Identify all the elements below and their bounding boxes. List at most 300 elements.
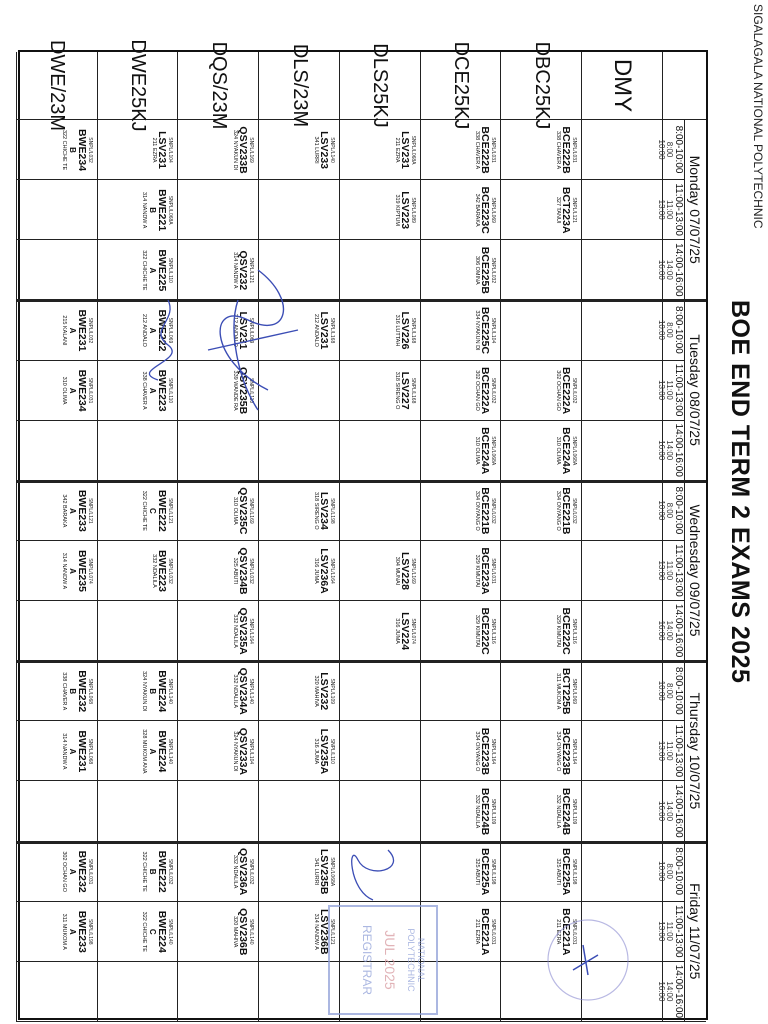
time-slot-header [657, 481, 684, 541]
time-slot-start: 11:00 [665, 380, 674, 400]
timetable-cell [581, 601, 662, 661]
time-slot-header [657, 361, 684, 421]
timetable-cell [420, 661, 501, 721]
exam-invigilator: 334 ONYANG O [474, 731, 481, 772]
exam-room: SNPL/L140 [167, 678, 174, 705]
exam-unit-code: BWE223 [156, 549, 169, 592]
time-slot-label: 8:00-10:00 [673, 125, 684, 174]
exam-room: SNPL/L164 [248, 618, 255, 644]
exam-invigilator: 334 ONYANG O [555, 731, 562, 772]
exam-unit-code: BCE224A [560, 427, 573, 475]
time-slot-start: 11:00 [665, 560, 674, 581]
time-slot-header [657, 721, 684, 781]
exam-unit-code: BCE223B [479, 727, 492, 776]
exam-invigilator: 325 ABUTI [555, 858, 562, 885]
exam-room: SNPL/L069 [167, 317, 174, 344]
exam-entry [232, 242, 254, 298]
time-slot-end: 16:00 [657, 259, 666, 280]
exam-room: SNPL/L140 [167, 918, 174, 945]
exam-unit-code: BCE225B [479, 246, 492, 294]
exam-unit-code: BCE222B [479, 126, 492, 174]
day-header: Tuesday 08/07/25 [684, 300, 706, 480]
timetable-cell [581, 421, 662, 481]
exam-group: B [148, 868, 158, 875]
day-separator [16, 661, 706, 663]
exam-invigilator: 332 NDALILA [232, 614, 239, 648]
exam-invigilator: 334 ONYANG O [555, 490, 562, 531]
exam-unit-code: BWE234 [75, 369, 88, 412]
timetable-cell [501, 300, 582, 360]
exam-entry [142, 242, 174, 298]
exam-entry [475, 302, 497, 358]
exam-timetable-grid [18, 39, 708, 1020]
stamp-line-1: NATIONAL POLYTECHNIC [406, 928, 426, 992]
time-slot-start: 11:00 [665, 199, 674, 220]
exam-entry [555, 844, 577, 900]
exam-invigilator: 322 CHICHE TE [141, 911, 148, 952]
exam-invigilator: 310 OLIMA [474, 436, 481, 465]
time-slot-end: 10:00 [657, 680, 666, 701]
time-slot-end: 16:00 [657, 440, 666, 461]
exam-unit-code: QSV234A [237, 667, 250, 715]
timetable-cell [97, 781, 178, 841]
time-slot-header [657, 120, 684, 180]
time-slot-label: 14:00-16:00 [673, 243, 684, 297]
exam-unit-code: BWE232 [75, 670, 88, 713]
exam-room: SNPL/L032 [571, 377, 578, 404]
exam-entry [475, 363, 497, 419]
timetable-cell [178, 421, 259, 481]
timetable-cell [339, 421, 420, 481]
exam-unit-code: BWE231 [75, 309, 88, 352]
class-row-label: DWE25KJ [97, 52, 178, 120]
class-row-label: DMY [581, 52, 662, 120]
exam-unit-code: BWE233 [75, 910, 88, 953]
exam-room: SNPL/L031 [490, 918, 497, 945]
exam-entry [394, 122, 416, 178]
exam-entry [142, 302, 174, 358]
exam-room: SNPL/L069 [490, 197, 497, 223]
exam-unit-code: BCE225A [479, 848, 492, 896]
exam-entry [475, 723, 497, 779]
time-slot-label: 14:00-16:00 [673, 784, 684, 838]
time-slot-start: 8:00 [665, 141, 674, 158]
exam-room: SNPL/L121 [167, 498, 174, 524]
exam-unit-code: BCE223B [560, 727, 573, 776]
time-slot-end: 10:00 [657, 500, 666, 521]
exam-room: SNPL/L068A [571, 436, 578, 466]
exam-room: SNPL/L164 [329, 558, 335, 584]
exam-entry [61, 844, 93, 900]
exam-entry [61, 363, 93, 419]
time-slot-start: 11:00 [665, 921, 674, 941]
time-slot-end: 13:00 [657, 921, 666, 942]
exam-unit-code: BCE222B [560, 126, 573, 174]
time-slot-header [657, 842, 684, 902]
exam-unit-code: QSV235B [237, 366, 250, 415]
exam-unit-code: LSV226 [398, 311, 411, 350]
exam-room: SNPL/L110 [167, 377, 174, 404]
exam-invigilator: 306 OMINA [474, 255, 481, 285]
time-slot-start: 14:00 [665, 440, 674, 461]
exam-room: SNPL/L032 [490, 498, 497, 524]
exam-room: SNPL/L198 [329, 498, 335, 524]
exam-invigilator: 212 ANDALO [141, 313, 148, 347]
exam-invigilator: 322 CHICHE TE [141, 490, 148, 531]
exam-entry [555, 663, 577, 719]
exam-unit-code: QSV232 [237, 250, 250, 291]
exam-entry [142, 663, 174, 719]
exam-room: SNPL/L032 [167, 858, 174, 885]
exam-entry [555, 483, 577, 539]
exam-invigilator: 316 JUMA [313, 558, 319, 584]
exam-unit-code: BCE221A [479, 908, 492, 956]
exam-room: SNPL/L110 [167, 257, 174, 283]
exam-room: SNPL/L069 [571, 678, 578, 705]
timetable-cell [258, 781, 339, 841]
exam-invigilator: 342 BARAKA [60, 494, 67, 528]
exam-invigilator: 314 NANDW A [60, 552, 67, 590]
exam-entry [232, 904, 254, 960]
exam-invigilator: 302 OCHAN GO [555, 370, 562, 411]
exam-invigilator: 314 NANDW A [141, 192, 148, 229]
exam-unit-code: BCE224B [560, 787, 573, 836]
time-slot-start: 14:00 [665, 801, 674, 822]
exam-room: SNPL/L116 [571, 618, 578, 644]
exam-entry [232, 603, 254, 659]
exam-entry [313, 302, 335, 358]
timetable-cell [16, 180, 97, 240]
exam-entry [313, 663, 335, 719]
time-slot-end: 16:00 [657, 801, 666, 822]
exam-entry [313, 122, 335, 178]
exam-invigilator: 329 KIMUTAI [474, 614, 481, 648]
timetable-cell [339, 661, 420, 721]
exam-entry [232, 663, 254, 719]
timetable-cell [16, 962, 97, 1022]
time-slot-label: 11:00-13:00 [673, 544, 684, 597]
exam-unit-code: QSV235A [237, 607, 250, 655]
exam-invigilator: 338 CHAVER A [555, 131, 562, 170]
exam-unit-code: BCT225B [560, 667, 573, 715]
exam-unit-code: LSV231 [318, 311, 330, 350]
exam-entry [475, 483, 497, 539]
timetable-cell [581, 842, 662, 902]
exam-room: SNPL/L110 [329, 738, 335, 764]
exam-invigilator: 318 SIRENG O [393, 371, 400, 410]
time-slot-header [657, 661, 684, 721]
exam-unit-code: BWE232 [75, 850, 88, 893]
exam-unit-code: BWE231 [75, 730, 88, 773]
exam-room: SNPL/L032 [248, 558, 255, 584]
exam-group: A [67, 568, 77, 574]
exam-unit-code: BWE224 [156, 730, 169, 773]
exam-entry [313, 904, 335, 960]
exam-room: SNPL/L068A [167, 195, 174, 225]
timetable-cell [16, 601, 97, 661]
day-separator [16, 300, 706, 302]
time-slot-header [657, 902, 684, 962]
time-slot-start: 8:00 [665, 863, 674, 879]
exam-entry [555, 723, 577, 779]
timetable-cell [501, 240, 582, 300]
exam-room: SNPL/L121 [329, 918, 335, 945]
exam-unit-code: LSV235A [318, 728, 330, 775]
exam-invigilator: 304 MUNAI [393, 556, 400, 586]
exam-room: SNPL/L121 [571, 197, 578, 223]
exam-unit-code: LSV236B [318, 909, 330, 955]
exam-room: SNPL/L031 [571, 918, 578, 945]
exam-invigilator: 314 NANDW A [313, 913, 319, 950]
timetable-cell [339, 962, 420, 1022]
time-slot-header [657, 781, 684, 841]
timetable-cell [581, 902, 662, 962]
exam-entry [475, 242, 497, 298]
exam-invigilator: 324 NYAKUN DI [232, 129, 239, 171]
time-slot-end: 16:00 [657, 981, 666, 1002]
exam-entry [475, 783, 497, 839]
exam-entry [555, 603, 577, 659]
time-slot-label: 14:00-16:00 [673, 423, 684, 477]
exam-group: A [67, 868, 77, 875]
exam-entry [475, 603, 497, 659]
exam-invigilator: 320 MAHIVA [313, 675, 319, 707]
exam-entry [232, 122, 254, 178]
exam-entry [394, 543, 416, 599]
exam-invigilator: 211 EZRA [555, 919, 562, 945]
timetable-cell [178, 180, 259, 240]
exam-room: SNPL/L031 [490, 558, 497, 584]
exam-invigilator: 332 NDALILA [555, 794, 562, 829]
exam-entry [394, 182, 416, 238]
exam-group: C [148, 507, 158, 514]
exam-invigilator: 324 NYAKUN DI [232, 731, 239, 772]
exam-entry [142, 182, 174, 238]
timetable-cell [581, 120, 662, 180]
exam-unit-code: LSV236A [318, 548, 330, 594]
exam-invigilator: 334 NYAKUN DI [474, 310, 481, 351]
exam-invigilator: 329 KIMUTAI [474, 554, 481, 588]
exam-invigilator: 328 MUKOM ANA [141, 729, 148, 774]
exam-entry [394, 302, 416, 358]
exam-unit-code: BCE222A [560, 366, 573, 415]
exam-invigilator: 322 CHICHE TE [141, 851, 148, 892]
exam-entry [555, 423, 577, 479]
exam-room: SNPL/L140 [248, 678, 255, 705]
timetable-cell [581, 781, 662, 841]
exam-group: A [148, 748, 158, 755]
exam-room: SNPL/L089 [409, 197, 416, 223]
exam-invigilator: 211 EZRA [474, 919, 481, 945]
exam-invigilator: 212 ANDALO [313, 313, 319, 347]
exam-invigilator: 327 TANUI [555, 196, 562, 224]
time-slot-label: 14:00-16:00 [673, 603, 684, 658]
timetable-cell [97, 962, 178, 1022]
timetable-cell [581, 300, 662, 360]
exam-room: SNPL/L168 [329, 317, 335, 344]
exam-entry [232, 844, 254, 900]
exam-unit-code: BWE222 [156, 309, 169, 352]
exam-entry [555, 182, 577, 238]
exam-room: SNPL/L104 [248, 738, 255, 765]
exam-group: A [67, 928, 77, 935]
exam-entry [232, 483, 254, 539]
exam-entry [142, 723, 174, 779]
time-slot-start: 14:00 [665, 620, 674, 641]
exam-entry [555, 783, 577, 839]
timetable-cell [581, 180, 662, 240]
exam-room: SNPL/L121 [86, 498, 93, 524]
timetable-cell [581, 361, 662, 421]
time-slot-end: 10:00 [657, 319, 666, 340]
exam-group: A [67, 507, 77, 514]
exam-entry [475, 844, 497, 900]
exam-entry [232, 543, 254, 599]
exam-invigilator: 338 CHAVER A [474, 131, 481, 170]
exam-unit-code: LSV223 [398, 191, 411, 230]
timetable-cell [258, 601, 339, 661]
exam-entry [313, 483, 335, 539]
exam-entry [232, 723, 254, 779]
exam-entry [61, 904, 93, 960]
exam-invigilator: 316 JUMA [393, 618, 400, 644]
exam-unit-code: LSV231 [237, 311, 250, 350]
exam-room: SNPL/L068A [329, 857, 335, 887]
time-slot-label: 14:00-16:00 [673, 964, 684, 1019]
exam-group: B [148, 688, 158, 695]
exam-unit-code: BCE223C [479, 186, 492, 234]
time-slot-label: 11:00-13:00 [673, 724, 684, 778]
exam-group: B [67, 688, 77, 695]
exam-entry [142, 904, 174, 960]
exam-invigilator: 341 LURRI [313, 858, 319, 886]
exam-room: SNPL/L198 [571, 858, 578, 885]
time-slot-label: 8:00-10:00 [673, 847, 684, 896]
exam-room: SNPL/L032 [490, 377, 497, 404]
time-slot-label: 11:00-13:00 [673, 904, 684, 958]
exam-entry [555, 904, 577, 960]
timetable-cell [178, 962, 259, 1022]
exam-entry [232, 302, 254, 358]
exam-entry [61, 122, 93, 178]
exam-invigilator: 324 NYAKUN DI [141, 671, 148, 712]
time-slot-end: 13:00 [657, 199, 666, 220]
exam-invigilator: 211 EZRA [151, 137, 158, 163]
exam-room: SNPL/L031 [490, 137, 497, 163]
time-slot-label: 8:00-10:00 [673, 306, 684, 354]
class-row-label: DQS/23M [178, 52, 259, 120]
exam-room: SNPL/L109 [571, 798, 578, 825]
exam-unit-code: BCE222A [479, 366, 492, 415]
exam-invigilator: 316 LUTTAH [393, 314, 400, 347]
time-slot-end: 13:00 [657, 560, 666, 581]
exam-unit-code: LSV228 [398, 552, 411, 590]
timetable-cell [258, 421, 339, 481]
exam-room: SNPL/L068A [409, 135, 416, 165]
exam-unit-code: QSV235C [237, 487, 250, 535]
day-header: Thursday 10/07/25 [684, 661, 706, 841]
exam-room: SNPL/L074 [86, 558, 93, 584]
exam-group: A [67, 387, 77, 394]
exam-room: SNPL/L164 [571, 738, 578, 765]
exam-unit-code: QSV233B [237, 126, 250, 174]
exam-room: SNPL/L032 [167, 558, 174, 584]
exam-entry [475, 904, 497, 960]
exam-unit-code: BCE222C [560, 607, 573, 655]
exam-room: SNPL/L168 [409, 317, 416, 344]
exam-unit-code: BWE222 [156, 489, 169, 532]
time-slot-header [657, 300, 684, 360]
exam-unit-code: BCE225A [560, 848, 573, 896]
exam-invigilator: 215 KALANI [60, 315, 67, 346]
exam-group: C [148, 928, 158, 935]
exam-entry [61, 543, 93, 599]
exam-invigilator: 311 MUKOM A [60, 913, 67, 950]
time-slot-end: 10:00 [657, 861, 666, 882]
timetable-cell [501, 541, 582, 601]
timetable-cell [339, 781, 420, 841]
timetable-cell [258, 962, 339, 1022]
exam-unit-code: BCE221B [479, 487, 492, 535]
exam-invigilator: 329 KIMUTAI [555, 614, 562, 648]
timetable-cell [97, 421, 178, 481]
time-slot-end: 13:00 [657, 740, 666, 761]
timetable-cell [339, 721, 420, 781]
exam-invigilator: 325 ABUTI [232, 557, 239, 585]
exam-invigilator: 314 NANDW A [232, 252, 239, 289]
exam-unit-code: BCE222C [479, 607, 492, 655]
exam-group: B [67, 147, 77, 153]
exam-invigilator: 212 ANDALO [232, 313, 239, 347]
timetable-cell [258, 361, 339, 421]
exam-room: SNPL/L121 [248, 257, 255, 284]
exam-invigilator: 322 CHICHE TE [60, 129, 67, 171]
exam-unit-code: BCE225C [479, 306, 492, 355]
exam-room: SNPL/L110 [248, 377, 255, 404]
timetable-cell [16, 781, 97, 841]
exam-unit-code: BCE221A [560, 908, 573, 956]
time-slot-header [657, 180, 684, 240]
exam-invigilator: 316 JUMA [313, 738, 319, 765]
exam-unit-code: LSV231 [156, 131, 169, 170]
exam-room: SNPL/L169 [248, 137, 255, 163]
exam-unit-code: BCT223A [560, 186, 573, 234]
timetable-cell [581, 541, 662, 601]
exam-room: SNPL/L032 [248, 858, 255, 885]
exam-entry [152, 122, 174, 178]
exam-unit-code: BWE233 [75, 489, 88, 532]
exam-group: A [67, 748, 77, 755]
exam-unit-code: BWE224 [156, 670, 169, 713]
school-name: SIGALAGALA NATIONAL POLYTECHNIC [751, 4, 765, 229]
timetable-cell [581, 962, 662, 1022]
exam-unit-code: LSV234 [318, 491, 330, 530]
exam-unit-code: BWE234 [75, 129, 88, 172]
exam-group: A [148, 327, 158, 334]
class-row-label: DLS/23M [258, 52, 339, 120]
exam-group: A [148, 267, 158, 274]
exam-unit-code: BWE224 [156, 910, 169, 953]
exam-room: SNPL/L140 [248, 918, 255, 945]
timetable-cell [339, 842, 420, 902]
time-slot-header [657, 541, 684, 601]
time-slot-end: 10:00 [657, 139, 666, 160]
exam-room: SNPL/L104 [490, 317, 497, 344]
exam-entry [313, 844, 335, 900]
exam-group: A [67, 327, 77, 334]
timetable-cell [339, 240, 420, 300]
exam-room: SNPL/L140 [329, 137, 335, 163]
